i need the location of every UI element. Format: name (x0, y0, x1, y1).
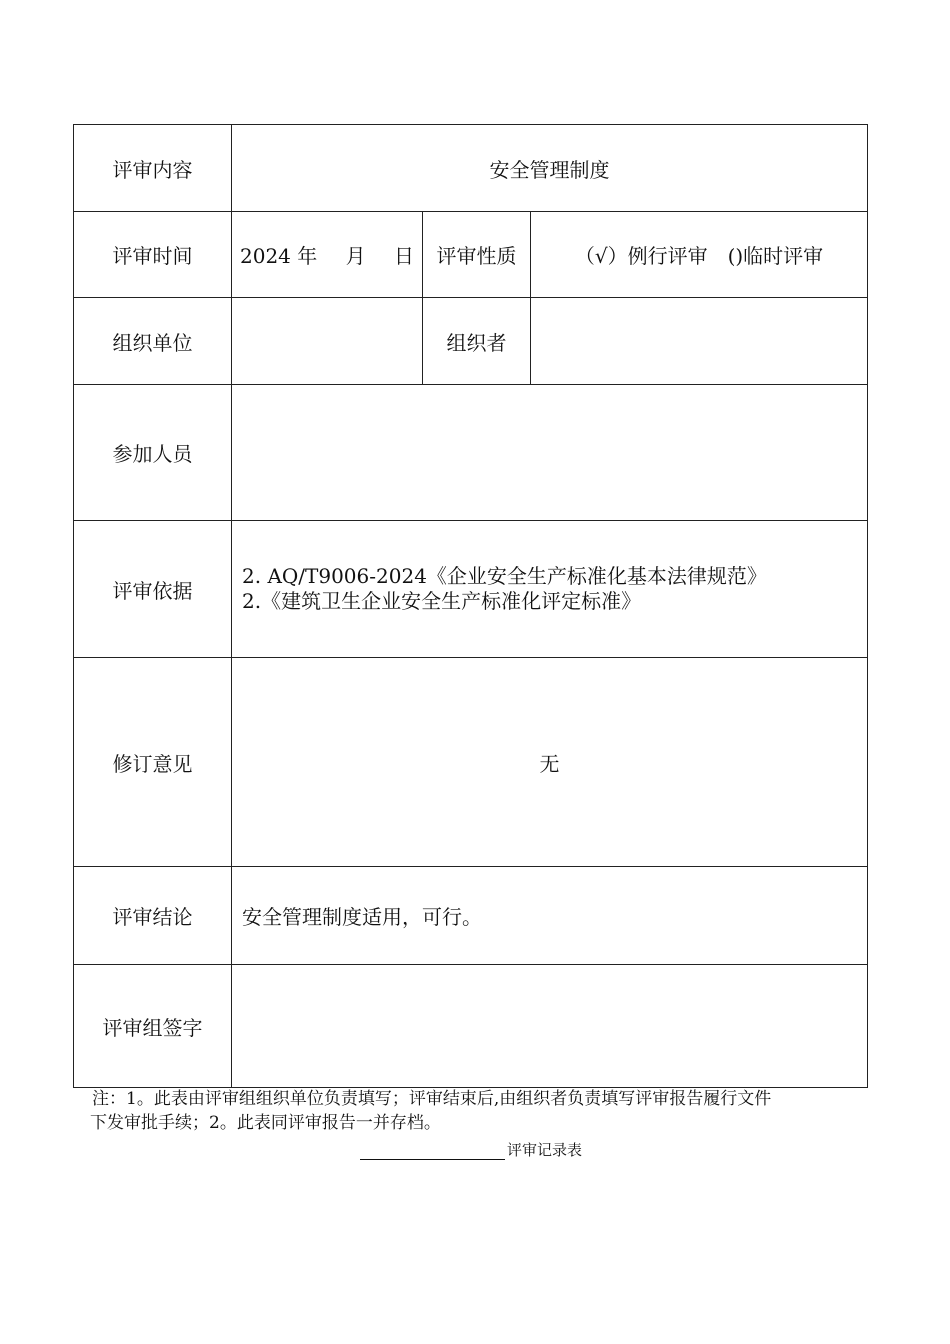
revision-label: 修订意见 (74, 658, 232, 867)
basis-item-1: 2. AQ/T9006-2024《企业安全生产标准化基本法律规范》 (242, 564, 767, 588)
row-participants (74, 385, 868, 521)
org-unit-label: 组织单位 (74, 298, 232, 385)
review-time-year-unit: 年 (297, 244, 318, 268)
org-unit-value[interactable] (232, 298, 423, 385)
conclusion-label: 评审结论 (74, 867, 232, 965)
organizer-value[interactable] (531, 298, 868, 385)
footer-underline (360, 1141, 505, 1160)
row-conclusion (74, 867, 868, 965)
review-time-year: 2024 (240, 244, 291, 268)
review-time-day-unit: 日 (393, 244, 414, 268)
row-basis (74, 521, 868, 658)
organizer-label: 组织者 (423, 298, 531, 385)
review-nature-value: （√）例行评审 ()临时评审 (531, 212, 868, 298)
row-org-unit (74, 298, 868, 385)
conclusion-value: 安全管理制度适用，可行。 (232, 867, 868, 965)
revision-value: 无 (232, 658, 868, 867)
row-review-time (74, 212, 868, 298)
participants-label: 参加人员 (74, 385, 232, 521)
footnote (92, 1087, 872, 1135)
signature-value[interactable] (232, 965, 868, 1088)
review-record-table (73, 124, 868, 1088)
review-time-month-unit: 月 (345, 244, 366, 268)
footer-title: 评审记录表 (507, 1141, 583, 1159)
review-nature-label: 评审性质 (423, 212, 531, 298)
footnote-line-2: 下发审批手续；2。此表同评审报告一并存档。 (90, 1113, 441, 1133)
page-footer (360, 1139, 582, 1160)
row-review-content (74, 125, 868, 212)
review-content-label: 评审内容 (74, 125, 232, 212)
signature-label: 评审组签字 (74, 965, 232, 1088)
row-revision (74, 658, 868, 867)
basis-value (232, 521, 868, 658)
review-time-label: 评审时间 (74, 212, 232, 298)
participants-value[interactable] (232, 385, 868, 521)
basis-item-2: 2.《建筑卫生企业安全生产标准化评定标准》 (242, 589, 642, 613)
row-signature (74, 965, 868, 1088)
footnote-line-1: 注：1。此表由评审组组织单位负责填写；评审结束后,由组织者负责填写评审报告履行文件 (92, 1089, 772, 1109)
basis-label: 评审依据 (74, 521, 232, 658)
review-time-value (232, 212, 423, 298)
review-content-value: 安全管理制度 (232, 125, 868, 212)
